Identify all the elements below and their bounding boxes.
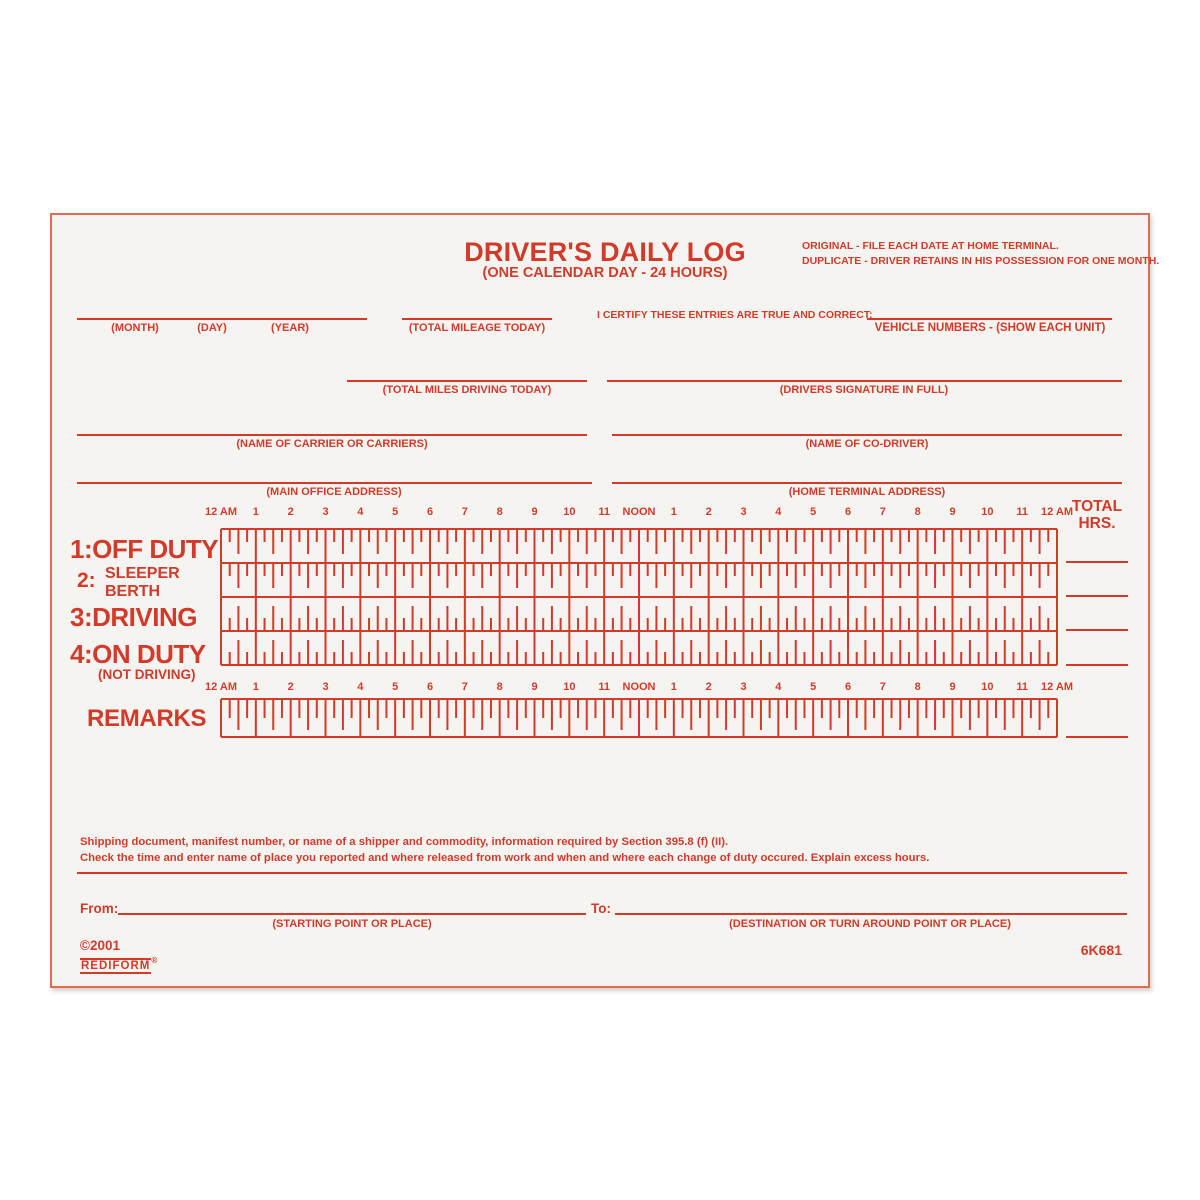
total-miles-driving-blank-line [347, 380, 587, 382]
year-label: (YEAR) [271, 322, 309, 334]
vehicle-numbers-label: VEHICLE NUMBERS - (SHOW EACH UNIT) [874, 322, 1106, 334]
hour-label: 11 [598, 681, 610, 693]
hour-scale-bottom [205, 681, 1073, 695]
hour-label: 10 [981, 506, 994, 518]
hour-label: 8 [914, 506, 921, 518]
month-label: (MONTH) [111, 322, 159, 334]
to-blank-line [615, 913, 1127, 915]
hour-label: 4 [775, 681, 782, 693]
hour-label: 11 [1016, 506, 1028, 518]
home-terminal-label: (HOME TERMINAL ADDRESS) [788, 486, 946, 498]
hour-label: 10 [563, 681, 576, 693]
hour-label: 10 [563, 506, 576, 518]
hour-label: 1 [252, 506, 259, 518]
hour-label: 5 [810, 506, 817, 518]
from-caption: (STARTING POINT OR PLACE) [272, 918, 432, 930]
hour-label: 3 [740, 506, 747, 518]
form-title: DRIVER'S DAILY LOG [464, 237, 746, 267]
hour-scale-top [205, 506, 1073, 520]
total-hrs-line-driving [1066, 629, 1128, 631]
sleeper-line: SLEEPER [105, 565, 180, 582]
hour-label: 6 [844, 506, 852, 518]
total-mileage-blank-line [402, 318, 552, 320]
daily-log-form [50, 213, 1160, 988]
hour-label: 6 [844, 681, 852, 693]
from-blank-line [118, 913, 586, 915]
drivers-signature-label: (DRIVERS SIGNATURE IN FULL) [779, 384, 949, 396]
total-hrs-line2: HRS. [1078, 515, 1116, 532]
hour-label: 4 [357, 681, 364, 693]
hour-label: 12 AM [205, 506, 237, 518]
home-terminal-blank-line [612, 482, 1122, 484]
total-hrs-heading [1060, 498, 1134, 532]
remarks-grid [220, 698, 1058, 739]
hour-label: 7 [461, 506, 468, 518]
hour-label: 12 AM [1041, 681, 1073, 693]
hour-label: 2 [287, 681, 294, 693]
hour-label: 5 [392, 681, 399, 693]
registered-mark: ® [151, 956, 158, 965]
hour-label: 1 [670, 681, 677, 693]
date-blank-line [77, 318, 367, 320]
hour-label: 7 [461, 681, 468, 693]
hour-label: 4 [775, 506, 782, 518]
total-hrs-line-remarks [1066, 736, 1128, 738]
hour-label: 8 [496, 681, 503, 693]
form-number: 6K681 [1080, 942, 1122, 958]
hour-label: 2 [705, 681, 712, 693]
rediform-logo [80, 956, 157, 974]
total-hrs-line-sleeper [1066, 595, 1128, 597]
duty-grid [220, 528, 1058, 666]
total-miles-driving-label: (TOTAL MILES DRIVING TODAY) [382, 384, 552, 396]
co-driver-label: (NAME OF CO-DRIVER) [805, 438, 929, 450]
copyright-year: ©2001 [80, 938, 120, 953]
form-subtitle: (ONE CALENDAR DAY - 24 HOURS) [482, 265, 728, 281]
hour-label: 7 [879, 681, 886, 693]
to-caption: (DESTINATION OR TURN AROUND POINT OR PLACE) [729, 918, 1011, 930]
hour-label: 7 [879, 506, 886, 518]
hour-label: 9 [949, 681, 956, 693]
total-hrs-line1: TOTAL [1071, 498, 1123, 515]
footer-divider-line [77, 872, 1127, 874]
hour-label: 11 [1016, 681, 1028, 693]
hour-label: 12 AM [205, 681, 237, 693]
hour-label: 3 [322, 506, 329, 518]
shipping-note-2: Check the time and enter name of place you reported and where released from work and when and where each change of duty occured. Explain excess hours. [80, 852, 930, 864]
berth-line: BERTH [105, 583, 161, 600]
hour-label: 6 [426, 506, 434, 518]
main-office-blank-line [77, 482, 592, 484]
hour-label: 3 [740, 681, 747, 693]
row-label-driving: 3:DRIVING [70, 602, 197, 632]
vehicle-numbers-blank-line [867, 318, 1112, 320]
total-mileage-label: (TOTAL MILEAGE TODAY) [408, 322, 546, 334]
carrier-label: (NAME OF CARRIER OR CARRIERS) [236, 438, 428, 450]
hour-label: NOON [622, 681, 656, 693]
total-hrs-line-on-duty [1066, 664, 1128, 666]
hour-label: 5 [810, 681, 817, 693]
main-office-label: (MAIN OFFICE ADDRESS) [266, 486, 402, 498]
hour-label: 8 [914, 681, 921, 693]
row-label-not-driving: (NOT DRIVING) [98, 667, 196, 682]
hour-label: 1 [670, 506, 677, 518]
from-label: From: [80, 901, 119, 916]
hour-label: 9 [949, 506, 956, 518]
to-label: To: [591, 901, 611, 916]
hour-label: 8 [496, 506, 503, 518]
row-label-sleeper-berth [105, 565, 180, 601]
hour-label: 2 [705, 506, 712, 518]
hour-label: 10 [981, 681, 994, 693]
drivers-signature-blank-line [607, 380, 1122, 382]
hour-label: 4 [357, 506, 364, 518]
shipping-note-1: Shipping document, manifest number, or name of a shipper and commodity, information required by Section 395.8 (f) (II). [80, 836, 729, 848]
hour-label: 2 [287, 506, 294, 518]
co-driver-blank-line [612, 434, 1122, 436]
hour-label: NOON [622, 506, 656, 518]
hour-label: 5 [392, 506, 399, 518]
hour-label: 6 [426, 681, 434, 693]
hour-label: 12 AM [1041, 506, 1073, 518]
hour-label: 3 [322, 681, 329, 693]
total-hrs-line-off-duty [1066, 561, 1128, 563]
hour-label: 11 [598, 506, 610, 518]
row-label-off-duty: 1:OFF DUTY [70, 534, 219, 564]
day-label: (DAY) [197, 322, 227, 334]
notice-duplicate: DUPLICATE - DRIVER RETAINS IN HIS POSSESSION FOR ONE MONTH. [802, 254, 1160, 267]
remarks-label: REMARKS [87, 705, 207, 732]
filing-notice [802, 239, 1159, 268]
hour-label: 9 [531, 681, 538, 693]
row-label-on-duty: 4:ON DUTY [70, 639, 206, 669]
hour-label: 1 [252, 681, 259, 693]
brand-name: REDIFORM [81, 960, 151, 972]
hour-label: 9 [531, 506, 538, 518]
row-label-sleeper-num: 2: [77, 569, 96, 592]
certify-statement: I CERTIFY THESE ENTRIES ARE TRUE AND CORRECT: [597, 309, 873, 321]
carrier-blank-line [77, 434, 587, 436]
notice-original: ORIGINAL - FILE EACH DATE AT HOME TERMINAL. [802, 240, 1059, 252]
